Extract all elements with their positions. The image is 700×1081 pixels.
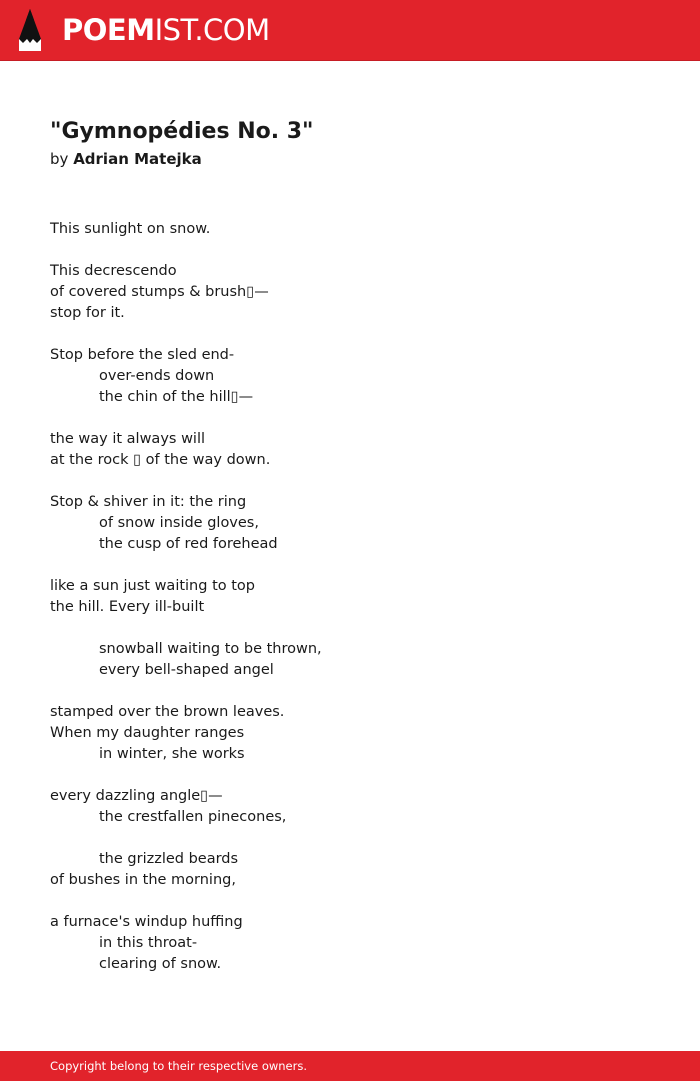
poem-line: snowball waiting to be thrown, xyxy=(99,641,322,657)
author-name: Adrian Matejka xyxy=(73,150,202,168)
poem-line: When my daughter ranges xyxy=(50,725,245,741)
poem-line: every bell-shaped angel xyxy=(99,662,274,678)
logo-light-text: IST.COM xyxy=(154,13,270,47)
poem-line: Stop & shiver in it: the ring xyxy=(50,494,247,510)
site-header xyxy=(0,0,700,61)
stanza-break xyxy=(50,240,650,261)
poem-body xyxy=(50,219,650,975)
poem-line: the chin of the hill▯— xyxy=(99,389,254,405)
poem-line: the hill. Every ill-built xyxy=(50,599,205,615)
stanza-break xyxy=(50,471,650,492)
poem-line: at the rock ▯ of the way down. xyxy=(50,452,271,468)
byline-prefix: by xyxy=(50,150,69,168)
poem-line: every dazzling angle▯— xyxy=(50,788,223,804)
poem-line: the cusp of red forehead xyxy=(99,536,278,552)
poem-line: clearing of snow. xyxy=(99,956,222,972)
poem-line: stamped over the brown leaves. xyxy=(50,704,285,720)
logo-bold-text: POEM xyxy=(62,13,155,47)
site-footer xyxy=(0,1051,700,1081)
stanza-break xyxy=(50,828,650,849)
poem-line: like a sun just waiting to top xyxy=(50,578,255,594)
stanza-break xyxy=(50,618,650,639)
stanza-break xyxy=(50,891,650,912)
poem-line: of bushes in the morning, xyxy=(50,872,236,888)
poem-line: of covered stumps & brush▯— xyxy=(50,284,269,300)
poem-line: in winter, she works xyxy=(99,746,245,762)
poem-line: the grizzled beards xyxy=(99,851,239,867)
poem-line: This sunlight on snow. xyxy=(50,221,211,237)
stanza-break xyxy=(50,408,650,429)
poem-line: the way it always will xyxy=(50,431,206,447)
poem-title: "Gymnopédies No. 3" xyxy=(50,119,314,144)
poem-byline xyxy=(50,148,202,170)
poem-line: in this throat- xyxy=(99,935,198,951)
stanza-break xyxy=(50,324,650,345)
poem-line: a furnace's windup huffing xyxy=(50,914,243,930)
stanza-break xyxy=(50,555,650,576)
site-logo[interactable] xyxy=(62,12,270,48)
poem-line: This decrescendo xyxy=(50,263,177,279)
copyright-text: Copyright belong to their respective owners. xyxy=(50,1059,308,1073)
poem-line: over-ends down xyxy=(99,368,215,384)
stanza-break xyxy=(50,765,650,786)
poem-line: Stop before the sled end- xyxy=(50,347,235,363)
pencil-tip-icon[interactable] xyxy=(17,9,43,51)
poem-line: stop for it. xyxy=(50,305,125,321)
stanza-break xyxy=(50,681,650,702)
poem-line: of snow inside gloves, xyxy=(99,515,259,531)
poem-line: the crestfallen pinecones, xyxy=(99,809,287,825)
